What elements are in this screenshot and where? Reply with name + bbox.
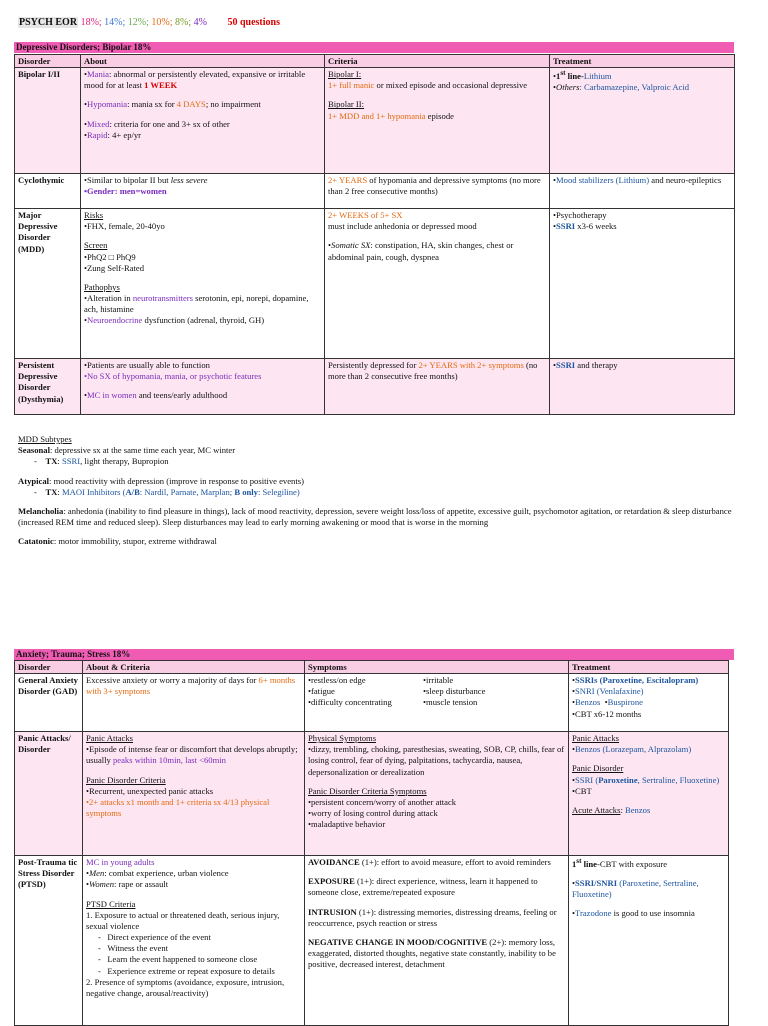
- symptoms-cell: Physical Symptoms •dizzy, trembling, choking, paresthesias, sweating, SOB, CP, chills, fear of losing control, fear of dying, palpitations, tachycardia, nausea, depersonalization or derealization Panic Disorder Criteria Symptoms •persistent concern/worry of another attack •worry of losing control during attack •maladaptive behavior: [305, 732, 569, 856]
- about-cell: Excessive anxiety or worry a majority of days for 6+ months with 3+ symptoms: [83, 674, 305, 732]
- table-row-pdd: [15, 359, 735, 415]
- about-cell: Risks •FHX, female, 20-40yo Screen •PhQ2 □ PhQ9 •Zung Self-Rated Pathophys •Alteration in neurotransmitters serotonin, epi, norepi, dopamine, ach, histamine •Neuroendocrine dysfunction (adrenal, thyroid, GH): [81, 209, 325, 359]
- depressive-table: [14, 54, 735, 415]
- disorder-name: Cyclothymic: [15, 174, 81, 209]
- treatment-cell: 1st line-CBT with exposure •SSRI/SNRI (Paroxetine, Sertraline, Fluoxetine) •Trazodone is good to use insomnia: [569, 856, 729, 1026]
- weight-value: 12%;: [125, 17, 149, 28]
- table-row-bipolar: [15, 68, 735, 174]
- table-header-row: [15, 661, 729, 674]
- treatment-cell: •Psychotherapy •SSRI x3-6 weeks: [550, 209, 735, 359]
- about-cell: •Mania: abnormal or persistently elevated, expansive or irritable mood for at least 1 WEEK •Hypomania: mania sx for 4 DAYS; no impairment •Mixed: criteria for one and 3+ sx of other •Rapid: 4+ ep/yr: [81, 68, 325, 174]
- table-header-row: [15, 55, 735, 68]
- disorder-name: General Anxiety Disorder (GAD): [15, 674, 83, 732]
- about-cell: •Similar to bipolar II but less severe •Gender: men=women: [81, 174, 325, 209]
- about-cell: •Patients are usually able to function •No SX of hypomania, mania, or psychotic features •MC in women and teens/early adulthood: [81, 359, 325, 415]
- weights-list: [81, 17, 207, 28]
- weight-value: 4%: [191, 17, 207, 28]
- criteria-cell: 2+ YEARS of hypomania and depressive symptoms (no more than 2 free consecutive months): [325, 174, 550, 209]
- symptoms-cell: AVOIDANCE (1+): effort to avoid measure, effort to avoid reminders EXPOSURE (1+): direct experience, witness, learn it happened to someone close, extreme/repeated exposure INTRUSION (1+): distressing memories, distressing dreams, feeling or reoccurrence, psych reaction or stress NEGATIVE CHANGE IN MOOD/COGNITIVE (2+): memory loss, exaggerated, distorted thoughts, negative state constantly, inability to be positive, decreased interest, detachment: [305, 856, 569, 1026]
- question-count: 50 questions: [227, 17, 280, 28]
- doc-title: PSYCH EOR: [19, 17, 78, 28]
- about-cell: MC in young adults •Men: combat experience, urban violence •Women: rape or assault PTSD Criteria 1. Exposure to actual or threatened death, serious injury, sexual violence - Direct experience of the event - Witness the event - Learn the event happened to someone close - Experience extreme or repeat exposure to details 2. Presence of symptoms (avoidance, exposure, intrusion, negative change, arousal/reactivity): [83, 856, 305, 1026]
- symptoms-cell: •restless/on edge •irritable •fatigue •sleep disturbance •difficulty concentrating •muscle tension: [305, 674, 569, 732]
- subtypes-heading: MDD Subtypes: [18, 434, 72, 444]
- weight-value: 10%;: [148, 17, 173, 28]
- header-line: [18, 16, 280, 29]
- disorder-name: Bipolar I/II: [15, 68, 81, 174]
- weight-value: 18%;: [80, 17, 102, 28]
- anxiety-table: [14, 660, 729, 1026]
- weight-value: 8%;: [172, 17, 192, 28]
- criteria-cell: Persistently depressed for 2+ YEARS with 2+ symptoms (no more than 2 consecutive free months): [325, 359, 550, 415]
- col-header: Disorder: [15, 661, 83, 674]
- col-header: Treatment: [550, 55, 735, 68]
- about-cell: Panic Attacks •Episode of intense fear or discomfort that develops abruptly; usually peaks within 10min, last <60min Panic Disorder Criteria •Recurrent, unexpected panic attacks •2+ attacks x1 month and 1+ criteria sx 4/13 physical symptoms: [83, 732, 305, 856]
- table-row-cyclothymic: [15, 174, 735, 209]
- anxiety-section-title: Anxiety; Trauma; Stress 18%: [14, 649, 734, 660]
- col-header: Symptoms: [305, 661, 569, 674]
- disorder-name: Major Depressive Disorder (MDD): [15, 209, 81, 359]
- disorder-name: Persistent Depressive Disorder (Dysthymia): [15, 359, 81, 415]
- table-row-ptsd: [15, 856, 729, 1026]
- treatment-cell: •SSRI and therapy: [550, 359, 735, 415]
- criteria-cell: 2+ WEEKS of 5+ SX must include anhedonia or depressed mood •Somatic SX: constipation, HA, skin changes, chest or abdominal pain, cough, dyspnea: [325, 209, 550, 359]
- treatment-cell: •Mood stabilizers (Lithium) and neuro-epileptics: [550, 174, 735, 209]
- treatment-cell: Panic Attacks •Benzos (Lorazepam, Alprazolam) Panic Disorder •SSRI (Paroxetine, Sertraline, Fluoxetine) •CBT Acute Attacks: Benzos: [569, 732, 729, 856]
- table-row-gad: [15, 674, 729, 732]
- treatment-cell: •SSRIs (Paroxetine, Escitalopram) •SNRI (Venlafaxine) •Benzos •Buspirone •CBT x6-12 months: [569, 674, 729, 732]
- weight-value: 14%;: [101, 17, 126, 28]
- col-header: Criteria: [325, 55, 550, 68]
- criteria-cell: Bipolar I: 1+ full manic or mixed episode and occasional depressive Bipolar II: 1+ MDD and 1+ hypomania episode: [325, 68, 550, 174]
- treatment-cell: •1st line-Lithium •Others: Carbamazepine, Valproic Acid: [550, 68, 735, 174]
- disorder-name: Post-Trauma tic Stress Disorder (PTSD): [15, 856, 83, 1026]
- depressive-section-title: Depressive Disorders; Bipolar 18%: [14, 42, 734, 53]
- table-row-panic: [15, 732, 729, 856]
- table-row-mdd: [15, 209, 735, 359]
- col-header: Disorder: [15, 55, 81, 68]
- disorder-name: Panic Attacks/ Disorder: [15, 732, 83, 856]
- mdd-subtypes: MDD Subtypes Seasonal: depressive sx at the same time each year, MC winter - TX: SSRI, light therapy, Bupropion Atypical: mood reactivity with depression (improve in response to positive events) - TX: MAOI Inhibitors (A/B: Nardil, Parnate, Marplan; B only: Selegiline) Melancholia: anhedonia (inability to find pleasure in things), lack of mood reactivity, depression, severe weight loss/loss of appetite, excessive guilt, psychomotor agitation, or retardation & sleep disturbance (increased REM time and reduced sleep). Sleep disturbances may lead to early morning awakening or mood that is worse in the morning Catatonic: motor immobility, stupor, extreme withdrawal: [18, 434, 748, 547]
- col-header: About & Criteria: [83, 661, 305, 674]
- col-header: Treatment: [569, 661, 729, 674]
- col-header: About: [81, 55, 325, 68]
